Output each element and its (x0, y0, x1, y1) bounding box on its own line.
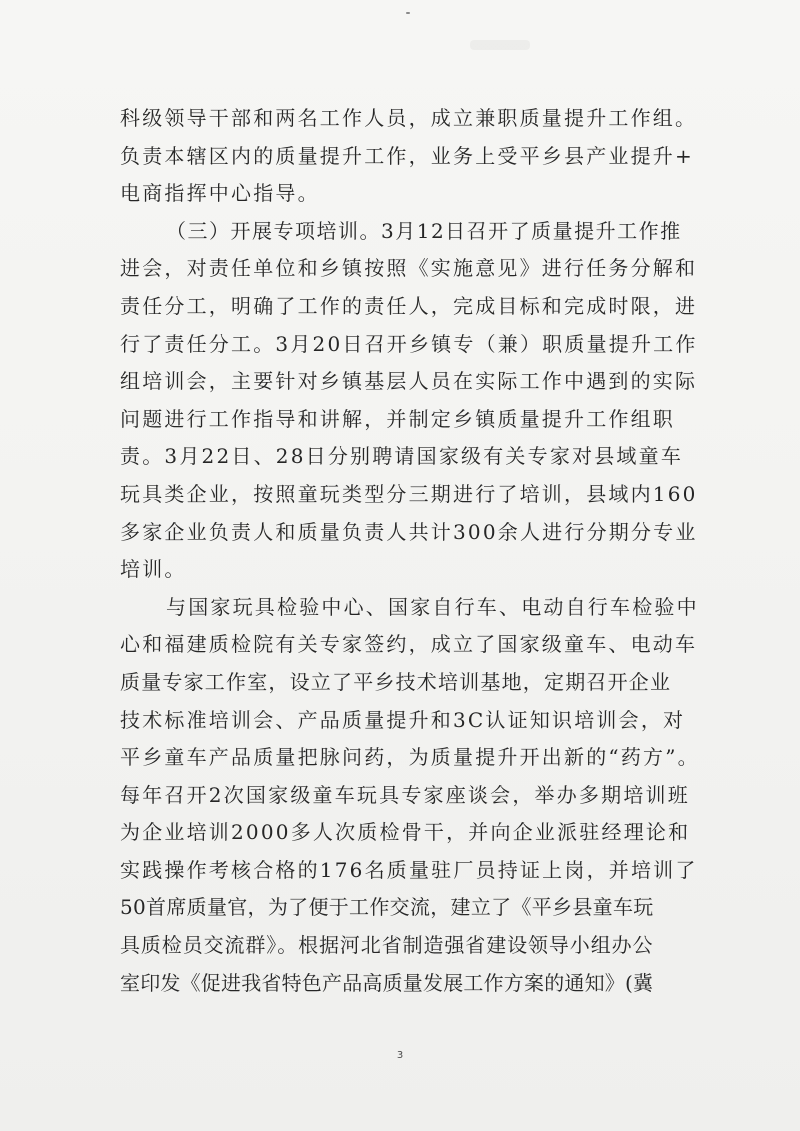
text-line: 平乡童车产品质量把脉问药，为质量提升开出新的“药方”。 (120, 745, 700, 770)
text-line: 为企业培训2000多人次质检骨干，并向企业派驻经理论和 (120, 820, 691, 845)
text-line: 行了责任分工。3月20日召开乡镇专（兼）职质量提升工作 (120, 331, 698, 356)
text-line: 科级领导干部和两名工作人员，成立兼职质量提升工作组。 (120, 106, 698, 130)
section-heading-line: （三）开展专项培训。3月12日召开了质量提升工作推 (166, 218, 682, 243)
text-line: 电商指挥中心指导。 (120, 181, 320, 206)
text-line: 技术标准培训会、产品质量提升和3C认证知识培训会，对 (120, 707, 686, 732)
text-line: 每年召开2次国家级童车玩具专家座谈会，举办多期培训班 (120, 782, 690, 807)
text-line: 负责本辖区内的质量提升工作，业务上受平乡县产业提升+ (120, 143, 694, 168)
text-line: 实践操作考核合格的176名质量驻厂员持证上岗，并培训了 (120, 857, 698, 882)
text-line: 室印发《促进我省特色产品高质量发展工作方案的通知》(冀 (120, 970, 654, 995)
text-line: 进会，对责任单位和乡镇按照《实施意见》进行任务分解和 (120, 256, 698, 281)
text-line: 问题进行工作指导和讲解，并制定乡镇质量提升工作组职 (120, 406, 675, 431)
text-line: 具质检员交流群》。根据河北省制造强省建设领导小组办公 (120, 933, 654, 958)
text-line: 50首席质量官，为了便于工作交流，建立了《平乡县童车玩 (120, 895, 654, 920)
text-line: 责。3月22日、28日分别聘请国家级有关专家对县域童车 (120, 444, 684, 469)
text-line: 培训。 (120, 557, 187, 582)
text-line: 心和福建质检院有关专家签约，成立了国家级童车、电动车 (120, 632, 698, 657)
paragraph-start-line: 与国家玩具检验中心、国家自行车、电动自行车检验中 (166, 594, 699, 619)
body-text (120, 100, 700, 1002)
scan-smudge (470, 40, 530, 50)
text-line: 责任分工，明确了工作的责任人，完成目标和完成时限，进 (120, 293, 698, 318)
text-line: 玩具类企业，按照童玩类型分三期进行了培训，县域内160 (120, 481, 698, 506)
scan-mark (406, 12, 410, 14)
page-number: 3 (396, 1050, 404, 1061)
text-line: 多家企业负责人和质量负责人共计300余人进行分期分专业 (120, 519, 698, 544)
text-line: 组培训会，主要针对乡镇基层人员在实际工作中遇到的实际 (120, 369, 698, 394)
text-line: 质量专家工作室，设立了平乡技术培训基地，定期召开企业 (120, 669, 672, 694)
